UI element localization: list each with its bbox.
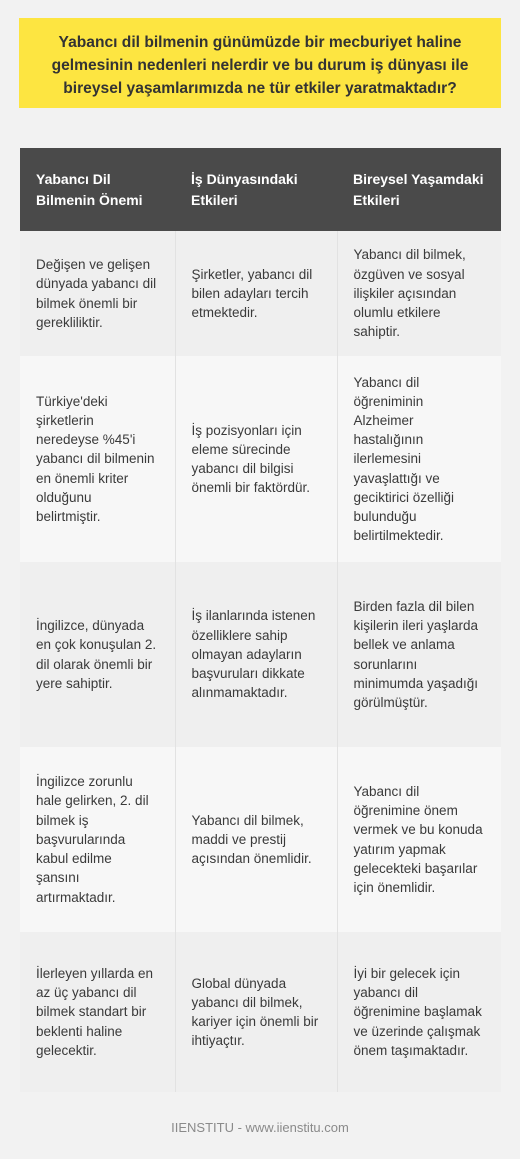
table-cell: Yabancı dil öğreniminin Alzheimer hastalığının ilerlemesini yavaşlattığı ve geciktirici özelliği bulunduğu belirtilmektedir. [337,356,501,562]
footer-credit: IIENSTITU - www.iienstitu.com [171,1120,349,1135]
table-row [20,356,501,562]
table-cell: Birden fazla dil bilen kişilerin ileri yaşlarda bellek ve anlama sorunlarını minimumda yaşadığı görülmüştür. [337,562,501,747]
table-cell: Yabancı dil bilmek, maddi ve prestij açısından önemlidir. [175,747,337,932]
title-line: Yabancı dil bilmenin günümüzde bir mecburiyet haline [58,34,462,51]
table-cell: İyi bir gelecek için yabancı dil öğrenimine başlamak ve üzerinde çalışmak önem taşımaktadır. [337,932,501,1092]
table-row [20,747,501,932]
table-cell: İş ilanlarında istenen özelliklere sahip olmayan adayların başvuruları dikkate alınmamaktadır. [175,562,337,747]
table-cell: İngilizce zorunlu hale gelirken, 2. dil bilmek iş başvurularında kabul edilme şansını artırmaktadır. [20,747,175,932]
table-cell: Değişen ve gelişen dünyada yabancı dil bilmek önemli bir gerekliliktir. [20,231,175,356]
table-header-row [20,148,501,231]
table-row [20,562,501,747]
column-header: Bireysel Yaşamdaki Etkileri [337,148,501,231]
table-cell: Türkiye'deki şirketlerin neredeyse %45'i yabancı dil bilmenin en önemli kriter olduğunu belirtmiştir. [20,356,175,562]
table-cell: Yabancı dil öğrenimine önem vermek ve bu konuda yatırım yapmak gelecekteki başarılar için önemlidir. [337,747,501,932]
title-line: gelmesinin nedenleri nelerdir ve bu durum iş dünyası ile [51,57,469,74]
table-cell: Şirketler, yabancı dil bilen adayları tercih etmektedir. [175,231,337,356]
table-cell: İngilizce, dünyada en çok konuşulan 2. dil olarak önemli bir yere sahiptir. [20,562,175,747]
title-banner [19,18,501,108]
table-cell: Yabancı dil bilmek, özgüven ve sosyal ilişkiler açısından olumlu etkilere sahiptir. [337,231,501,356]
table-cell: Global dünyada yabancı dil bilmek, kariyer için önemli bir ihtiyaçtır. [175,932,337,1092]
column-header: İş Dünyasındaki Etkileri [175,148,337,231]
table-cell: İş pozisyonları için eleme sürecinde yabancı dil bilgisi önemli bir faktördür. [175,356,337,562]
table-row [20,932,501,1092]
title-line: bireysel yaşamlarımızda ne tür etkiler yaratmaktadır? [63,80,457,97]
column-header: Yabancı Dil Bilmenin Önemi [20,148,175,231]
table-cell: İlerleyen yıllarda en az üç yabancı dil bilmek standart bir beklenti haline gelecektir. [20,932,175,1092]
table-row [20,231,501,356]
comparison-table [20,148,501,1092]
